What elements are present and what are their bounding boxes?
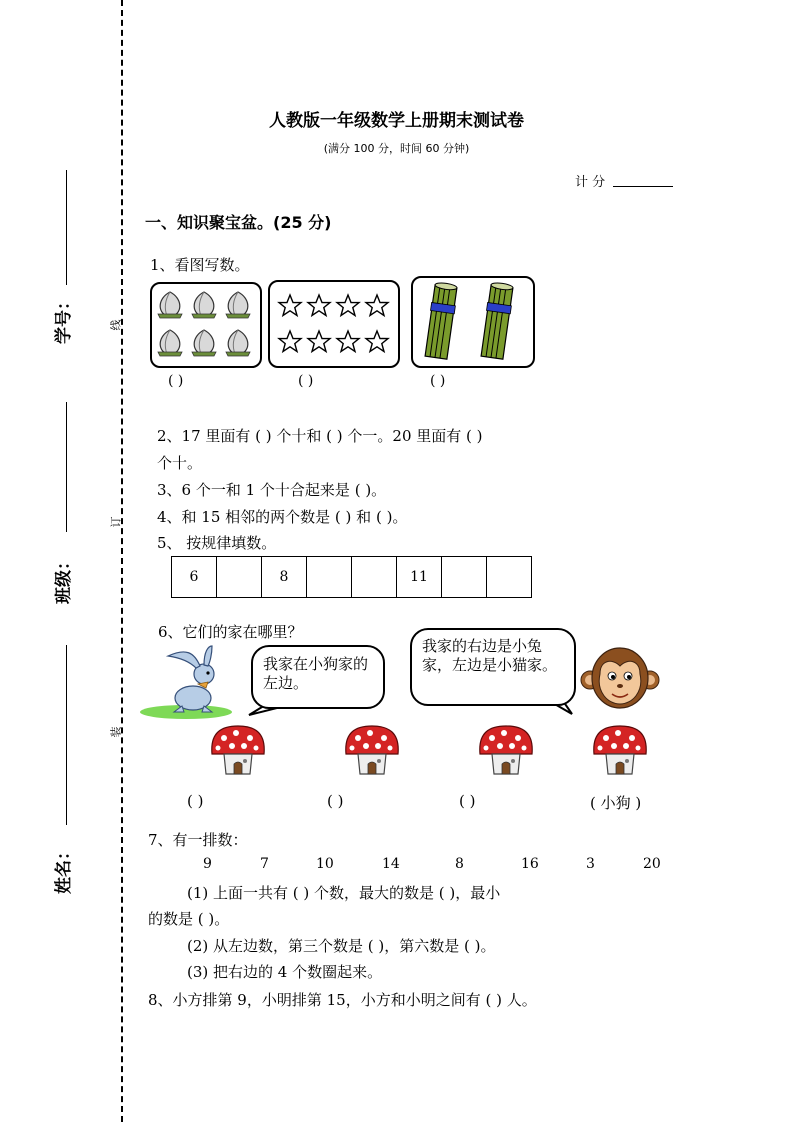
seq-cell-blank[interactable] (307, 557, 352, 598)
mushroom-house-icon (594, 726, 646, 774)
q4-text: 4、和 15 相邻的两个数是 ( ) 和 ( )。 (157, 508, 408, 526)
stick-bundle-icon (424, 282, 458, 360)
star-icon (366, 331, 388, 352)
stick-bundle-icon (480, 282, 514, 360)
stick-box (411, 276, 535, 368)
monkey-icon (578, 640, 662, 716)
peach-group (152, 284, 260, 366)
q2-line1: 2、17 里面有 ( ) 个十和 ( ) 个一。20 里面有 ( ) (157, 427, 483, 445)
rabbit-icon (138, 644, 236, 722)
star-icon (308, 295, 330, 316)
page-title: 人教版一年级数学上册期末测试卷 (269, 111, 524, 131)
q6-answer-1[interactable]: ( ) (187, 792, 204, 810)
score-field[interactable] (613, 186, 673, 187)
cut-mark-line: 线 (109, 319, 123, 331)
section-heading: 一、知识聚宝盆。(25 分) (145, 213, 332, 232)
mushroom-row (208, 724, 658, 776)
q1-answer-1[interactable]: ( ) (168, 373, 184, 389)
monkey-speech-bubble: 我家的右边是小兔家，左边是小猫家。 (410, 628, 576, 706)
q5-prompt: 5、 按规律填数。 (157, 534, 277, 552)
star-icon (279, 331, 301, 352)
mushroom-house-icon (212, 726, 264, 774)
q2-line2: 个十。 (157, 454, 203, 472)
score-label: 计 分 (575, 175, 606, 190)
name-label: 姓名： (54, 843, 74, 894)
student-id-line[interactable] (66, 170, 67, 285)
seq-cell-blank[interactable] (442, 557, 487, 598)
q1-answer-2[interactable]: ( ) (298, 373, 314, 389)
cut-mark-pack: 装 (109, 726, 123, 738)
peach-box (150, 282, 262, 368)
q6-answer-4: ( 小狗 ) (590, 794, 642, 812)
star-box (268, 280, 400, 368)
q7-number: 9 (203, 856, 212, 872)
seq-cell: 8 (262, 557, 307, 598)
q7-number: 8 (455, 856, 464, 872)
rabbit-speech-bubble: 我家在小狗家的左边。 (251, 645, 385, 709)
star-icon (366, 295, 388, 316)
q7-prompt: 7、有一排数： (148, 831, 248, 849)
q1-answer-3[interactable]: ( ) (430, 373, 446, 389)
q3-text: 3、6 个一和 1 个十合起来是 ( )。 (157, 481, 387, 499)
peach-icon (158, 330, 182, 356)
mushroom-house-icon (480, 726, 532, 774)
seq-cell-blank[interactable] (352, 557, 397, 598)
seq-cell-blank[interactable] (487, 557, 532, 598)
class-line[interactable] (66, 402, 67, 532)
page-subtitle: (满分 100 分，时间 60 分钟) (323, 142, 470, 155)
q6-answer-3[interactable]: ( ) (459, 792, 476, 810)
q6-prompt: 6、它们的家在哪里？ (158, 623, 303, 641)
sequence-table (171, 556, 532, 598)
q7-number: 10 (316, 856, 334, 872)
star-icon (337, 295, 359, 316)
peach-icon (158, 292, 182, 318)
q7-sub1-line2: 的数是 ( )。 (148, 910, 230, 928)
q1-prompt: 1、看图写数。 (150, 256, 250, 274)
q7-sub1-line1: (1) 上面一共有 ( ) 个数，最大的数是 ( )，最小 (187, 884, 501, 902)
name-line[interactable] (66, 645, 67, 825)
q8-text: 8、小方排第 9，小明排第 15，小方和小明之间有 ( ) 人。 (148, 991, 537, 1009)
q7-number: 20 (643, 856, 661, 872)
seq-cell: 11 (397, 557, 442, 598)
q7-number: 16 (521, 856, 539, 872)
peach-icon (192, 292, 216, 318)
q7-sub3: (3) 把右边的 4 个数圈起来。 (187, 963, 383, 981)
mushroom-house-icon (346, 726, 398, 774)
q6-answer-2[interactable]: ( ) (327, 792, 344, 810)
peach-icon (226, 330, 250, 356)
class-label: 班级： (54, 553, 74, 604)
q7-number: 14 (382, 856, 400, 872)
star-icon (308, 331, 330, 352)
cut-mark-bind: 订 (109, 516, 123, 528)
peach-icon (192, 330, 216, 356)
star-icon (337, 331, 359, 352)
star-group (270, 282, 398, 366)
seq-cell: 6 (172, 557, 217, 598)
stick-bundle-group (413, 278, 533, 366)
q7-sub2: (2) 从左边数，第三个数是 ( )，第六数是 ( )。 (187, 937, 496, 955)
q7-number: 7 (260, 856, 269, 872)
peach-icon (226, 292, 250, 318)
q7-number: 3 (586, 856, 595, 872)
star-icon (279, 295, 301, 316)
student-id-label: 学号： (54, 293, 74, 344)
seq-cell-blank[interactable] (217, 557, 262, 598)
cut-line (121, 0, 123, 1122)
